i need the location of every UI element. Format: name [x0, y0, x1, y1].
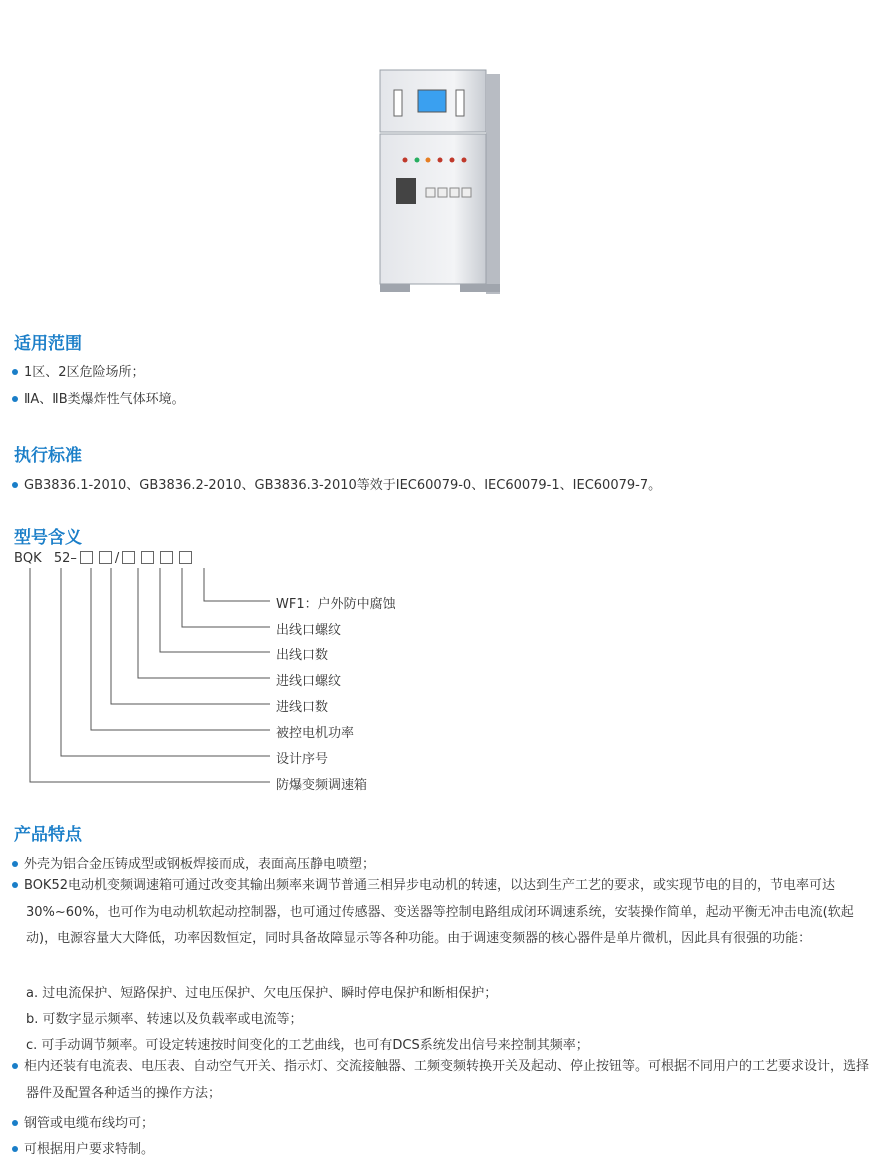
list-item: GB3836.1-2010、GB3836.2-2010、GB3836.3-2010等效于IEC60079-0、IEC60079-1、IEC60079-7。	[12, 474, 661, 493]
model-slash: /	[114, 551, 120, 566]
list-item: ⅡA、ⅡB类爆炸性气体环境。	[12, 388, 185, 407]
sub-item: b. 可数字显示频率、转速以及负载率或电流等；	[26, 1012, 303, 1027]
feature-paragraph: 柜内还装有电流表、电压表、自动空气开关、指示灯、交流接触器、工频变频转换开关及起动、停止按钮等。可根据不同用户的工艺要求设计，选择器件及配置各种适当的操作方法；	[26, 1054, 876, 1107]
model-dash: –	[70, 551, 77, 566]
section-title-standard: 执行标准	[14, 446, 82, 466]
bullet-dot-icon	[12, 1120, 18, 1126]
legend-item: 出线口螺纹	[276, 623, 342, 638]
model-prefix: BQK	[14, 551, 42, 566]
legend-item: 防爆变频调速箱	[276, 778, 368, 793]
sub-item: c. 可手动调节频率。可设定转速按时间变化的工艺曲线，也可有DCS系统发出信号来控制其频率；	[26, 1038, 589, 1053]
section-title-model: 型号含义	[14, 528, 82, 548]
section-title-scope: 适用范围	[14, 334, 82, 354]
list-item: 1区、2区危险场所；	[12, 361, 145, 380]
legend-item: WF1：户外防中腐蚀	[276, 597, 396, 612]
model-number: 52	[53, 551, 71, 566]
bullet-dot-icon	[12, 1146, 18, 1152]
section-title-features: 产品特点	[14, 825, 82, 845]
legend-item: 进线口数	[276, 700, 329, 715]
list-item: 可根据用户要求特制。	[12, 1138, 154, 1157]
list-item: 外壳为铝合金压铸成型或钢板焊接而成，表面高压静电喷塑；	[12, 853, 375, 872]
bullet-dot-icon	[12, 861, 18, 867]
legend-item: 进线口螺纹	[276, 674, 342, 689]
legend-item: 被控电机功率	[276, 726, 355, 741]
bullet-dot-icon	[12, 882, 18, 888]
list-item: 钢管或电缆布线均可；	[12, 1112, 154, 1131]
feature-paragraph: BOK52电动机变频调速箱可通过改变其输出频率来调节普通三相异步电动机的转速，以达到生产工艺的要求，或实现节电的目的，节电率可达30%~60%，也可作为电动机软起动控制器，也可通过传感器、变送器等控制电路组成闭环调速系统，安装操作简单，起动平衡无冲击电流(软起动)，电源容量大大降低，功率因数恒定，同时具备故障显示等各种功能。由于调速变频器的核心器件是单片微机，因此具有很强的功能：	[26, 873, 876, 953]
legend-item: 设计序号	[276, 752, 329, 767]
legend-item: 出线口数	[276, 648, 329, 663]
bullet-dot-icon	[12, 1063, 18, 1069]
sub-item: a. 过电流保护、短路保护、过电压保护、欠电压保护、瞬时停电保护和断相保护；	[26, 986, 498, 1001]
